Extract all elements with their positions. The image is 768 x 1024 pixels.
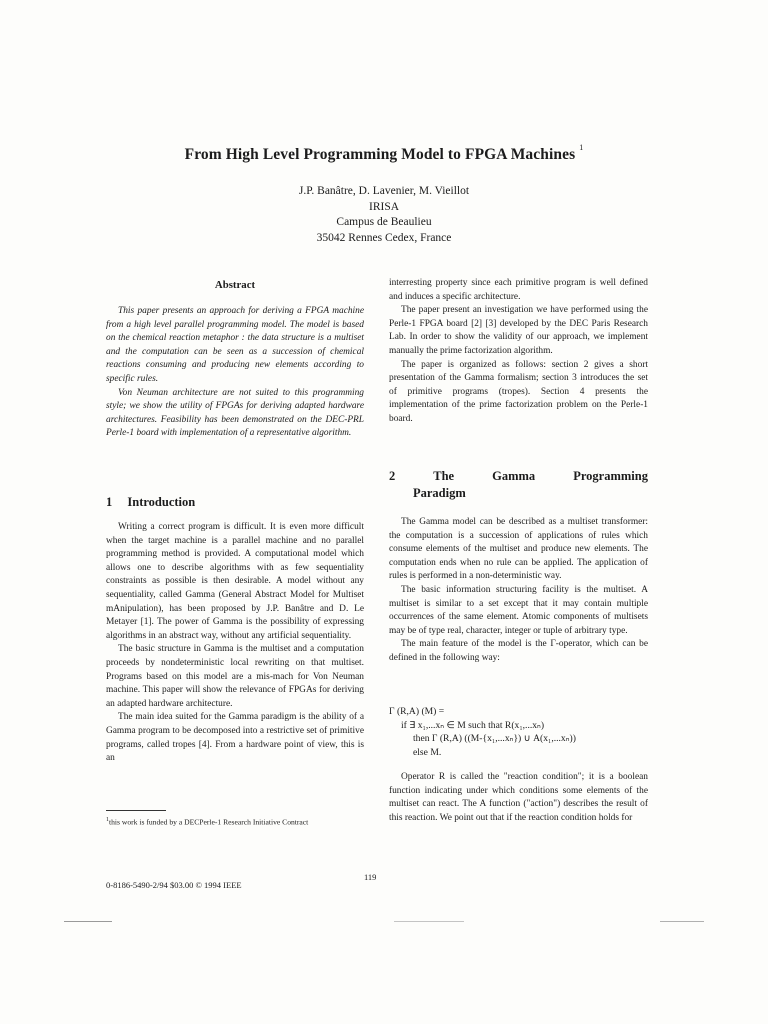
address-line-1: Campus de Beaulieu — [336, 216, 432, 228]
body-paragraph: The paper present an investigation we have performed using the Perle-1 FPGA board [2] [3] developed by the DEC Paris Research Lab. In order to show the validity of our approach, we implement manually the prime factorization algorithm. — [389, 305, 648, 356]
title-footnote-marker: 1 — [579, 143, 584, 152]
heading-word: Gamma — [492, 469, 536, 483]
heading-word: The — [433, 469, 455, 483]
abstract-paragraph: This paper presents an approach for deriving a FPGA machine from a high level parallel programming model. The model is based on the chemical reaction metaphor : the data structure is a multiset and the computation can be seen as a succession of chemical reactions consuming and producing new elements according to specific rules. — [106, 306, 364, 384]
scan-artifact — [660, 921, 704, 922]
intro-paragraph: The main idea suited for the Gamma paradigm is the ability of a Gamma program to be decomposed into a restrictive set of primitive programs, called tropes [4]. From a hardware point of view, this is an — [106, 712, 364, 764]
right-column-top — [389, 277, 648, 427]
abstract-heading: Abstract — [214, 279, 256, 291]
gamma-paragraph: The Gamma model can be described as a multiset transformer: the computation is a succession of applications of rules which consume elements of the multiset and produce new elements. The computation ends when no rule can be applied. The application of rules is performed in a non-deterministic way. — [389, 517, 648, 582]
heading-word: Paradigm — [413, 486, 466, 500]
abstract-paragraph: Von Neuman architecture are not suited to this programming style; we show the utility of FPGAs for deriving adapted hardware architectures. Feasibility has been demonstrated on the DEC-PRL Perle-1 board with implementation of a representative algorithm. — [106, 387, 364, 439]
footnote-rule — [106, 810, 166, 811]
affiliation: IRISA — [368, 200, 400, 213]
abstract-body — [106, 305, 364, 441]
gamma-operator-formula — [389, 705, 648, 759]
introduction-body — [106, 521, 364, 766]
author-block — [60, 184, 708, 246]
continued-paragraph: interresting property since each primitive program is well defined and induces a specific architecture. — [389, 278, 648, 302]
intro-paragraph: The basic structure in Gamma is the multiset and a computation proceeds by nondeterministic local rewriting on that multiset. Programs based on this model are a mis-mach for Von Neuman machine. This paper will show the relevance of FPGAs for deriving an adapted hardware architecture. — [106, 644, 364, 709]
formula-line: else M. — [413, 746, 442, 758]
paper-title-text: From High Level Programming Model to FPGA Machines — [184, 146, 576, 164]
gamma-section-body — [389, 516, 648, 666]
section-title: Introduction — [127, 495, 196, 509]
address-line-2: 35042 Rennes Cedex, France — [316, 231, 452, 244]
formula-line: then Γ (R,A) ((M-{x₁,...xₙ}) ∪ A(x₁,...xₙ)) — [413, 733, 576, 744]
section-number: 2 — [389, 469, 396, 483]
scan-artifact — [64, 921, 112, 922]
section-number: 1 — [106, 495, 113, 509]
paper-title — [60, 143, 708, 164]
footnote — [106, 815, 364, 828]
author-names: J.P. Banâtre, D. Lavenier, M. Vieillot — [298, 185, 470, 197]
gamma-paragraph: The main feature of the model is the Γ-operator, which can be defined in the following way: — [389, 639, 648, 663]
body-paragraph: The paper is organized as follows: section 2 gives a short presentation of the Gamma formalism; section 3 introduces the set of primitive programs (tropes). Section 4 presents the implementation of the prime factorization problem on the Perle-1 board. — [389, 359, 648, 424]
body-paragraph: Operator R is called the "reaction condition"; it is a boolean function indicating under which conditions some elements of the multiset can react. The A function ("action") describes the result of this reaction. We point out that if the reaction condition holds for — [389, 772, 648, 823]
section-2-heading — [389, 468, 648, 502]
footnote-marker: 1 — [106, 817, 109, 823]
heading-word: Programming — [573, 469, 648, 483]
formula-line: Γ (R,A) (M) = — [389, 706, 445, 717]
footnote-text: this work is funded by a DECPerle-1 Research Initiative Contract — [109, 817, 309, 827]
formula-line: if ∃ x₁,...xₙ ∈ M such that R(x₁,...xₙ) — [401, 719, 545, 731]
gamma-paragraph: The basic information structuring facility is the multiset. A multiset is similar to a set except that it may contain multiple occurrences of the same element. Atomic components of multisets may be of type real, character, integer or tuple of arbitrary type. — [389, 584, 648, 636]
page-number: 119 — [364, 872, 377, 882]
after-formula-text — [389, 771, 648, 825]
copyright-line: 0-8186-5490-2/94 $03.00 © 1994 IEEE — [106, 880, 242, 890]
scan-artifact — [394, 921, 464, 922]
intro-paragraph: Writing a correct program is difficult. It is even more difficult when the target machine is a parallel machine and no parallel programming method is provided. A computational model which allows one to describe algorithms with as few sequentiality constraints as possible is then desirable. A model without any sequentiality, called Gamma (General Abstract Model for Multiset mAnipulation), has been proposed by J.P. Banâtre and D. Le Metayer [1]. The power of Gamma is the possibility of expressing algorithms in an abstract way, without any artificial sequentiality. — [106, 522, 364, 641]
section-1-heading — [106, 495, 195, 510]
